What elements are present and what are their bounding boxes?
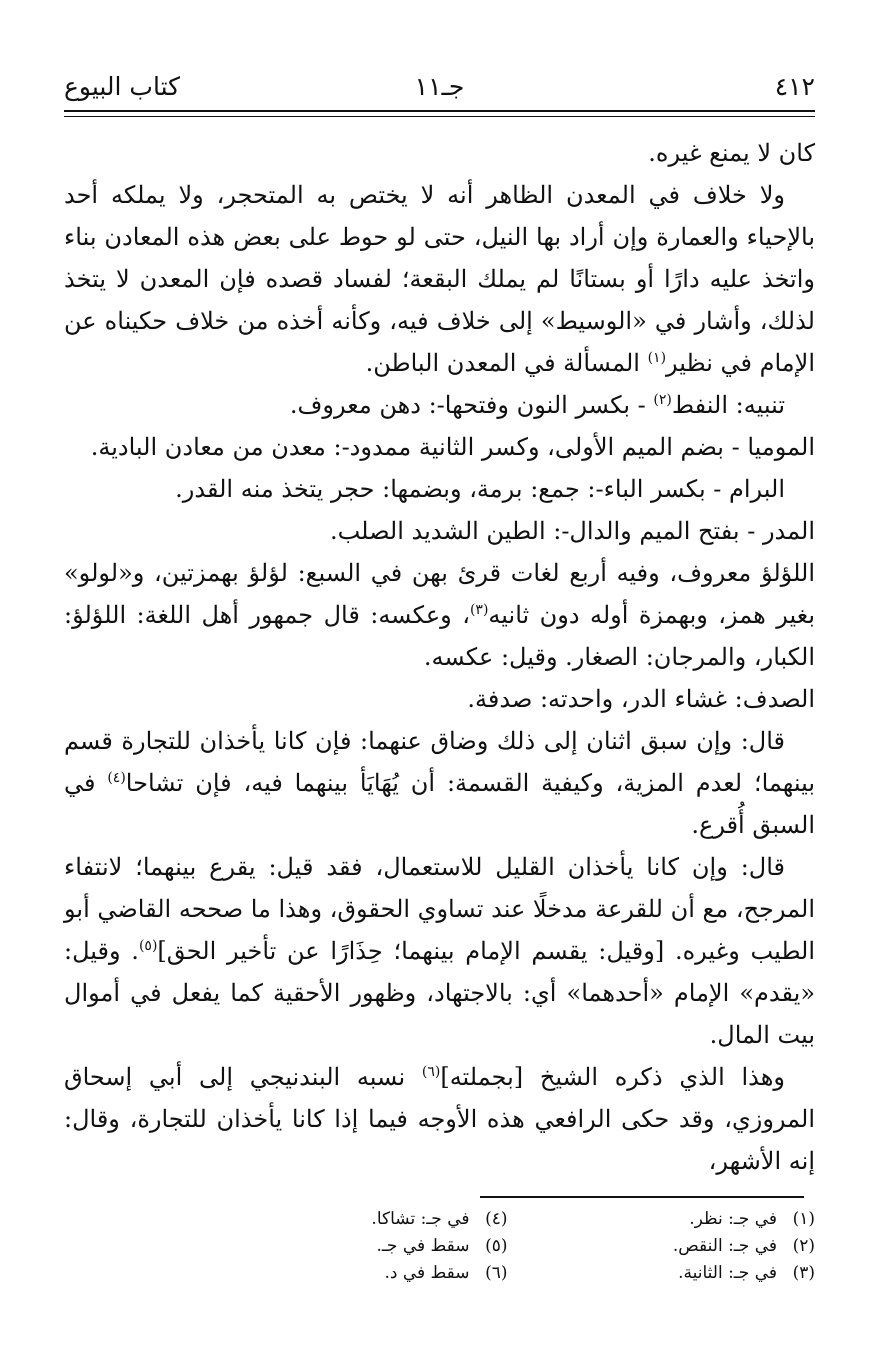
- footnote-number: (٤): [485, 1209, 508, 1229]
- paragraph: [64, 846, 815, 1056]
- footnote: [260, 1233, 508, 1260]
- paragraph-text: قال: وإن كانا يأخذان القليل للاستعمال، فقد قيل: يقرع بينهما؛ لانتفاء المرجح، مع أن للقرعة مدخلًا عند تساوي الحقوق، وهذا ما صححه القاضي أبو الطيب وغيره. [وقيل: يقسم الإمام بينهما؛ حِذَارًا عن تأخير الحق]: [64, 853, 815, 965]
- paragraph-text: ، وعكسه: قال جمهور أهل اللغة: اللؤلؤ: الكبار، والمرجان: الصغار. وقيل: عكسه.: [64, 601, 815, 671]
- paragraph-text: اللؤلؤ معروف، وفيه أربع لغات قرئ بهن في السبع: لؤلؤ بهمزتين، و«لولو» بغير همز، وبهمزة أوله دون ثانيه: [64, 559, 815, 629]
- paragraph: [64, 510, 815, 552]
- footnote-number: (١): [792, 1209, 815, 1229]
- footnote-text: في جـ: نظر.: [689, 1209, 777, 1229]
- paragraph: [64, 132, 815, 174]
- paragraph: [64, 720, 815, 846]
- footnote-number: (٣): [792, 1263, 815, 1283]
- paragraph-text: المسألة في المعدن الباطن.: [365, 349, 648, 377]
- footnote-reference: (٥): [138, 938, 158, 954]
- paragraph: [64, 174, 815, 384]
- paragraph-text: - بكسر النون وفتحها-: دهن معروف.: [289, 391, 654, 419]
- page-number: ٤١٢: [774, 72, 815, 101]
- paragraph-text: المدر - بفتح الميم والدال-: الطين الشديد الصلب.: [329, 517, 815, 545]
- header-rule-thin: [64, 116, 815, 117]
- footnote-reference: (٤): [107, 770, 126, 786]
- footnote: [260, 1206, 508, 1233]
- footnote-reference: (١): [647, 350, 667, 366]
- paragraph-text: كان لا يمنع غيره.: [648, 139, 815, 167]
- paragraph: [64, 1056, 815, 1182]
- footnote-text: سقط في د.: [384, 1263, 470, 1283]
- footnote-number: (٦): [485, 1263, 508, 1283]
- page-header: [64, 66, 815, 106]
- paragraph-text: قال: وإن سبق اثنان إلى ذلك وضاق عنهما: فإن كانا يأخذان للتجارة قسم بينهما؛ لعدم المزية، وكيفية القسمة: أن يُهَايَأ بينهما فيه، فإن تشاحا: [64, 727, 815, 797]
- paragraph-text: في السبق أُقرع.: [64, 769, 815, 839]
- paragraph-text: تنبيه: النفط: [671, 391, 785, 419]
- paragraph: [64, 426, 815, 468]
- footnote-reference: (٦): [421, 1064, 441, 1080]
- paragraph-text: الصدف: غشاء الدر، واحدته: صدفة.: [467, 685, 815, 713]
- paragraph-text: وهذا الذي ذكره الشيخ [بجملته]: [440, 1063, 785, 1091]
- paragraph-text: ولا خلاف في المعدن الظاهر أنه لا يختص به المتحجر، ولا يملكه أحد بالإحياء والعمارة وإن أراد بها النيل، حتى لو حوط على بعض هذه المعادن بناء واتخذ عليه دارًا أو بستانًا لم يملك البقعة؛ لفساد قصده فإن المعدن لا يتخذ لذلك، وأشار في «الوسيط» إلى خلاف فيه، وكأنه أخذه من خلاف حكيناه عن الإمام في نظير: [64, 181, 815, 377]
- paragraph-text: نسبه البندنيجي إلى أبي إسحاق المروزي، وقد حكى الرافعي هذه الأوجه فيما إذا كانا يأخذان للتجارة، وقال: إنه الأشهر،: [64, 1063, 816, 1175]
- footnote-separator: [480, 1196, 804, 1198]
- volume-label: جـ١١: [414, 72, 465, 101]
- footnote-text: في جـ: الثانية.: [678, 1263, 777, 1283]
- footnote: [260, 1260, 508, 1287]
- footnote-reference: (٣): [469, 602, 489, 618]
- footnote-number: (٢): [792, 1236, 815, 1256]
- paragraph: [64, 468, 815, 510]
- footnote-text: سقط في جـ.: [376, 1236, 470, 1256]
- paragraph-text: . وقيل: «يقدم» الإمام «أحدهما» أي: بالاجتهاد، وظهور الأحقية كما يفعل في أموال بيت المال.: [64, 937, 815, 1049]
- book-title: كتاب البيوع: [64, 72, 181, 101]
- paragraph: [64, 678, 815, 720]
- footnote-reference: (٢): [653, 392, 672, 408]
- paragraph-text: البرام - بكسر الباء-: جمع: برمة، وبضمها: حجر يتخذ منه القدر.: [175, 475, 785, 503]
- body-text: [64, 132, 815, 1182]
- header-rule-thick: [64, 110, 815, 112]
- footnote: [568, 1206, 816, 1233]
- paragraph: [64, 384, 815, 426]
- footnotes: [260, 1206, 815, 1287]
- footnote: [568, 1260, 816, 1287]
- footnote-text: في جـ: النقص.: [672, 1236, 777, 1256]
- paragraph: [64, 552, 815, 678]
- footnote: [568, 1233, 816, 1260]
- paragraph-text: الموميا - بضم الميم الأولى، وكسر الثانية ممدود-: معدن من معادن البادية.: [90, 433, 815, 461]
- footnote-text: في جـ: تشاكا.: [371, 1209, 470, 1229]
- footnote-number: (٥): [485, 1236, 508, 1256]
